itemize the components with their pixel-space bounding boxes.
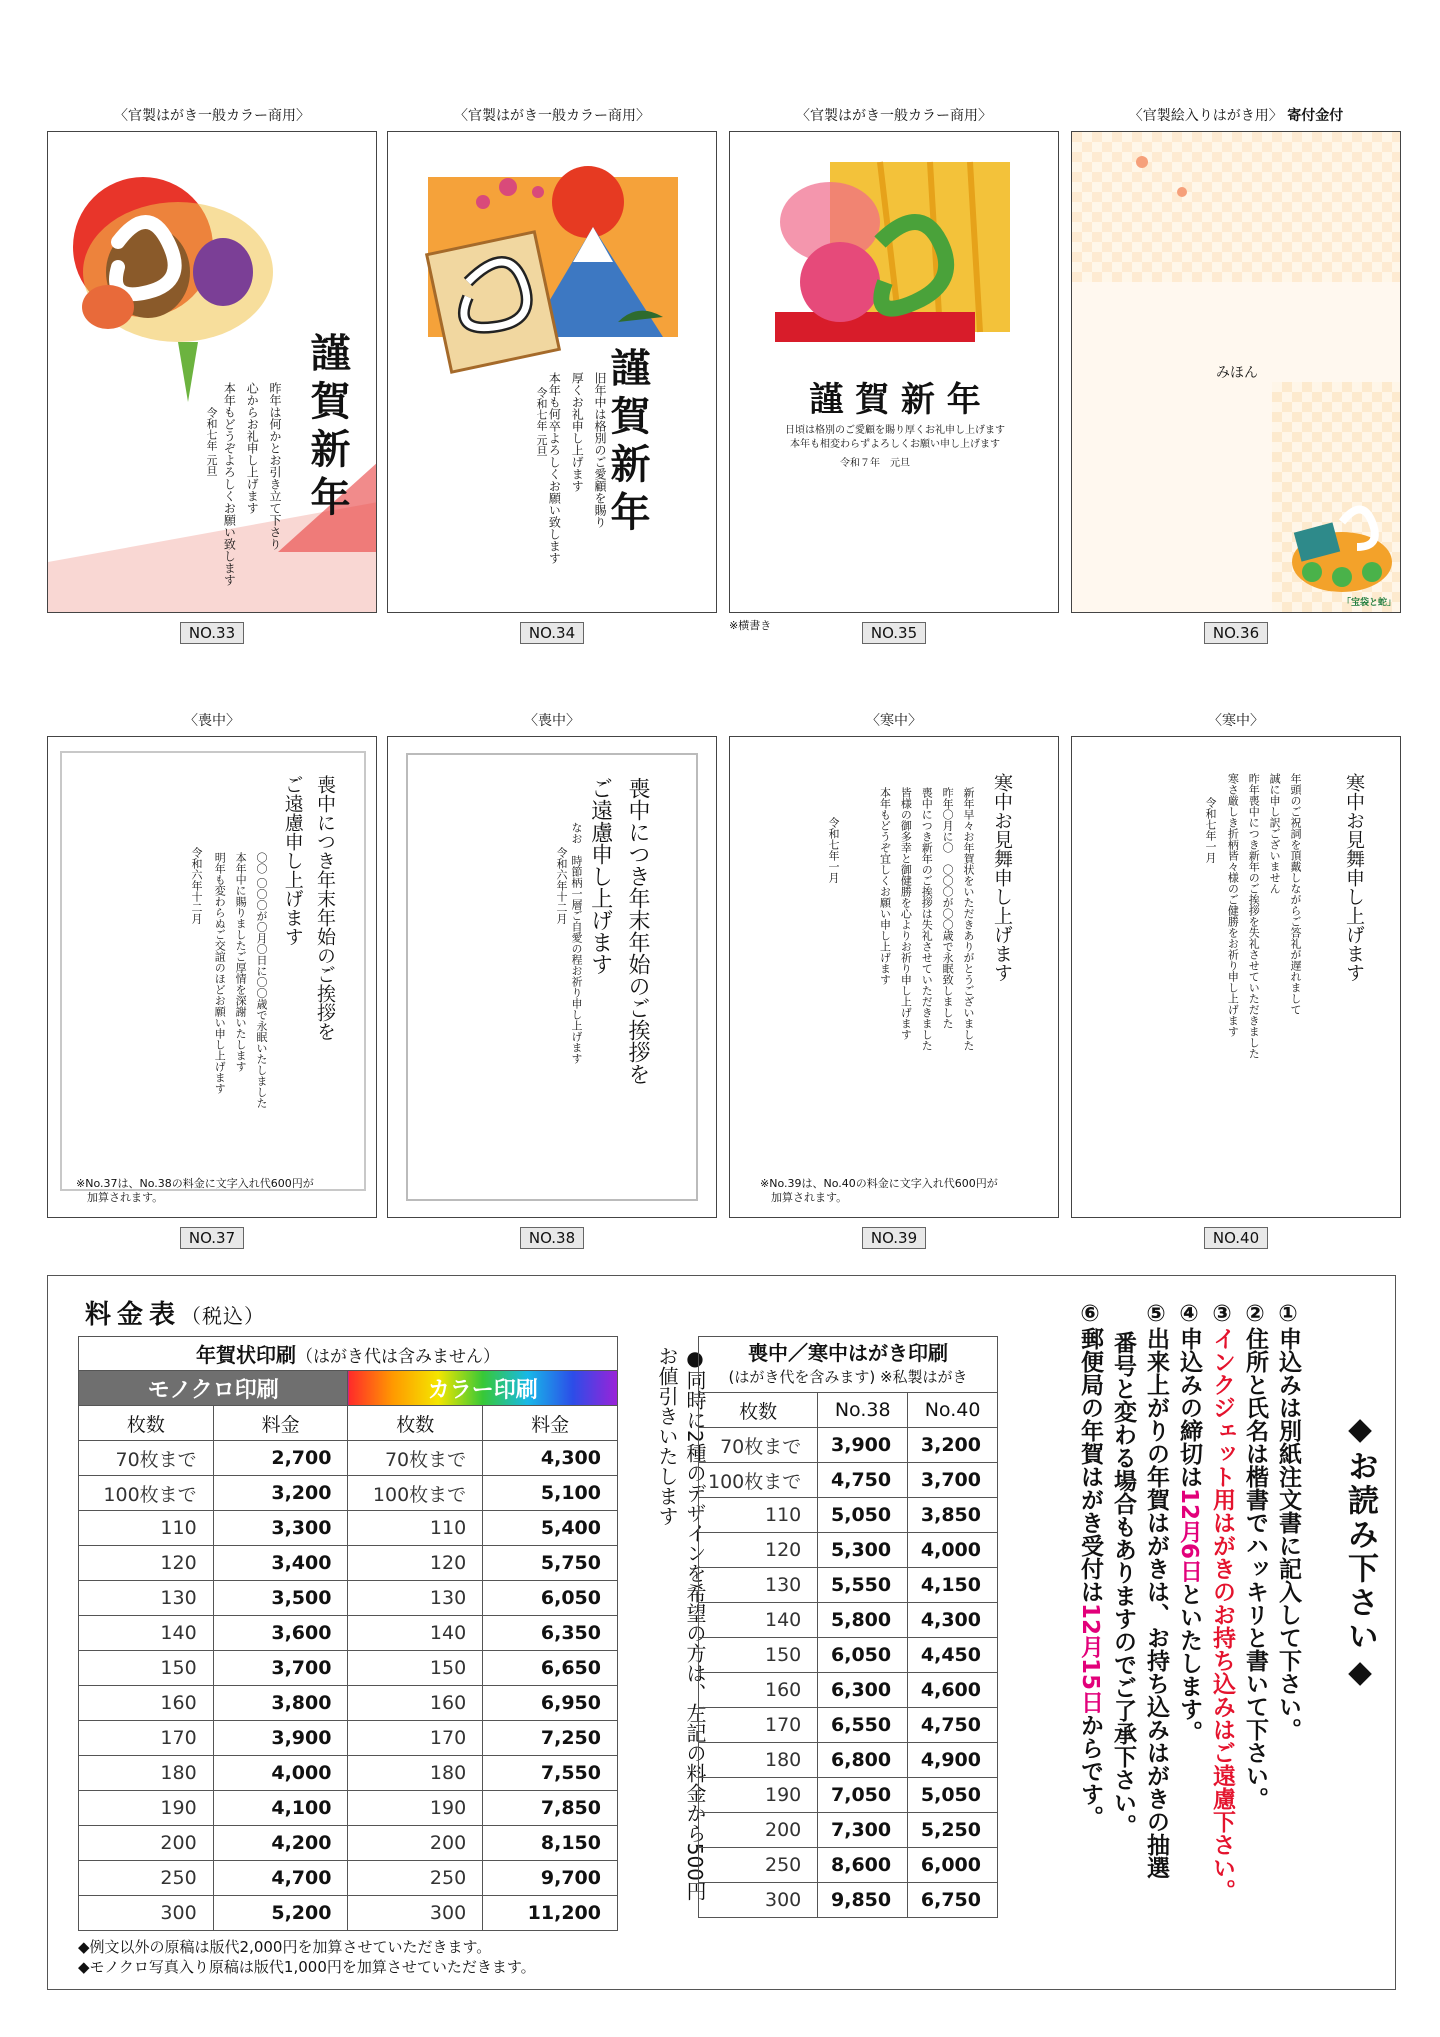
card-date: 令和六年十二月	[555, 847, 568, 924]
price-cell: 5,750	[483, 1546, 618, 1581]
table-row	[699, 1568, 998, 1603]
card-category: 〈官製はがき一般カラー商用〉	[454, 108, 650, 124]
price-cell: 4,600	[908, 1673, 998, 1708]
col-count: 枚数	[348, 1406, 483, 1441]
card-number: NO.40	[1204, 1227, 1268, 1249]
read-item-5-cont: 番号と変わる場合もありますのでご了承下さい。	[1110, 1331, 1136, 1837]
count-cell: 70枚まで	[79, 1441, 214, 1476]
price-cell: 3,800	[213, 1686, 348, 1721]
read-item-2: ②住所と氏名は楷書でハッキリと書いて下さい。	[1242, 1301, 1268, 1810]
count-cell: 150	[348, 1651, 483, 1686]
count-cell: 110	[79, 1511, 214, 1546]
count-cell: 70枚まで	[699, 1428, 818, 1463]
count-cell: 200	[348, 1826, 483, 1861]
price-cell: 9,700	[483, 1861, 618, 1896]
card-badge: 「宝袋と蛇」	[1341, 598, 1396, 608]
mochu-price-table	[698, 1336, 998, 1918]
count-cell: 150	[79, 1651, 214, 1686]
read-item-6: ⑥郵便局の年賀はがき受付は12月15日からです。	[1077, 1301, 1103, 1829]
card-category: 〈喪中〉	[524, 713, 580, 729]
card-number: NO.33	[180, 622, 244, 644]
price-cell: 3,500	[213, 1581, 348, 1616]
price-cell: 7,850	[483, 1791, 618, 1826]
table-row	[699, 1533, 998, 1568]
card-frame	[1071, 131, 1401, 613]
table-row	[699, 1463, 998, 1498]
count-cell: 250	[699, 1848, 818, 1883]
price-cell: 9,850	[818, 1883, 908, 1918]
card-title: 寒中お見舞申し上げます	[991, 773, 1013, 982]
read-item-4: ④申込みの締切は12月6日といたします。	[1176, 1301, 1202, 1744]
card-frame	[729, 131, 1059, 613]
price-cell: 8,600	[818, 1848, 908, 1883]
price-cell: 7,050	[818, 1778, 908, 1813]
card-date: 令和七年 元旦	[535, 387, 548, 457]
count-cell: 200	[79, 1826, 214, 1861]
count-cell: 100枚まで	[79, 1476, 214, 1511]
table-row	[79, 1791, 618, 1826]
card-frame	[47, 131, 377, 613]
card-footnote: ※横書き	[729, 619, 772, 632]
nenga-price-table	[78, 1336, 618, 1931]
card-number: NO.37	[180, 1227, 244, 1249]
card-number: NO.34	[520, 622, 584, 644]
count-cell: 110	[348, 1511, 483, 1546]
price-cell: 5,300	[818, 1533, 908, 1568]
price-cell: 6,950	[483, 1686, 618, 1721]
count-cell: 180	[348, 1756, 483, 1791]
table-row	[699, 1638, 998, 1673]
count-cell: 200	[699, 1813, 818, 1848]
count-cell: 160	[79, 1686, 214, 1721]
card-date: 令和七年 元旦	[205, 407, 218, 477]
price-cell: 4,200	[213, 1826, 348, 1861]
price-cell: 5,100	[483, 1476, 618, 1511]
note-2: ◆モノクロ写真入り原稿は版代1,000円を加算させていただきます。	[78, 1958, 536, 1976]
price-cell: 4,750	[818, 1463, 908, 1498]
read-title: ◆お読み下さい◆	[1342, 1411, 1378, 1693]
count-cell: 100枚まで	[699, 1463, 818, 1498]
price-cell: 6,550	[818, 1708, 908, 1743]
table-row	[79, 1721, 618, 1756]
col-no38: No.38	[818, 1393, 908, 1428]
card-number: NO.35	[862, 622, 926, 644]
price-cell: 3,850	[908, 1498, 998, 1533]
table-row	[699, 1498, 998, 1533]
card-frame	[1071, 736, 1401, 1218]
price-cell: 6,650	[483, 1651, 618, 1686]
card-title: 謹賀新年	[304, 332, 351, 524]
price-cell: 4,700	[213, 1861, 348, 1896]
col-no40: No.40	[908, 1393, 998, 1428]
count-cell: 170	[699, 1708, 818, 1743]
card-body: 昨年は何かとお引き立て下さり 心からお礼申し上げます 本年もどうぞよろしくお願い致します	[222, 382, 282, 586]
card-title: 謹 賀 新 年	[809, 380, 981, 420]
count-cell: 110	[699, 1498, 818, 1533]
table-row	[79, 1686, 618, 1721]
note-1: ◆例文以外の原稿は版代2,000円を加算させていただきます。	[78, 1938, 492, 1956]
price-cell: 4,750	[908, 1708, 998, 1743]
card-number: NO.38	[520, 1227, 584, 1249]
table-row	[699, 1428, 998, 1463]
card-number: NO.39	[862, 1227, 926, 1249]
price-cell: 3,700	[908, 1463, 998, 1498]
read-item-1: ①申込みは別紙注文書に記入して下さい。	[1275, 1301, 1301, 1741]
col-count: 枚数	[79, 1406, 214, 1441]
card-title: 寒中お見舞申し上げます	[1343, 773, 1365, 982]
price-cell: 3,900	[818, 1428, 908, 1463]
card-body: 〇〇 〇〇〇が〇月〇日に〇〇歳で永眠いたしました 本年中に賜りましたご厚情を深謝いたします 明年も変わらぬご交誼のほどお願い申し上げます	[213, 852, 268, 1109]
card-body: 日頃は格別のご愛顧を賜り厚くお礼申し上げます 本年も相変わらずよろしくお願い申し上げます	[785, 425, 1005, 450]
table-row	[699, 1883, 998, 1918]
count-cell: 120	[348, 1546, 483, 1581]
sample-label: みほん	[1216, 365, 1258, 381]
count-cell: 130	[348, 1581, 483, 1616]
count-cell: 150	[699, 1638, 818, 1673]
price-cell: 5,250	[908, 1813, 998, 1848]
count-cell: 180	[699, 1743, 818, 1778]
table-row	[79, 1546, 618, 1581]
count-cell: 250	[79, 1861, 214, 1896]
count-cell: 100枚まで	[348, 1476, 483, 1511]
price-cell: 3,300	[213, 1511, 348, 1546]
card-date: 令和七年一月	[1204, 797, 1217, 863]
price-cell: 4,300	[483, 1441, 618, 1476]
price-cell: 5,050	[818, 1498, 908, 1533]
card-body: 年頭のご祝詞を頂戴しながらご答礼が遅れまして 誠に申し訳ございません 昨年喪中につき新年のご挨拶を失礼させていただきました 寒さ厳しき折柄皆々様のご健勝をお祈り申し上げます	[1226, 773, 1302, 1059]
table-row	[699, 1603, 998, 1638]
card-note: ※No.37は、No.38の料金に文字入れ代600円が 加算されます。	[76, 1177, 314, 1204]
nenga-table-title: 年賀状印刷（はがき代は含みません）	[79, 1337, 618, 1371]
count-cell: 160	[699, 1673, 818, 1708]
price-cell: 5,200	[213, 1896, 348, 1931]
price-cell: 4,900	[908, 1743, 998, 1778]
card-body: 旧年中は格別のご愛顧を賜り 厚くお礼申し上げます 本年も何卒よろしくお願い致します	[547, 372, 607, 564]
table-row	[79, 1616, 618, 1651]
card-title: 喪中につき年末年始のご挨拶を ご遠慮申し上げます	[587, 777, 650, 1085]
color-header: カラー印刷	[348, 1371, 618, 1406]
count-cell: 190	[699, 1778, 818, 1813]
table-row	[79, 1441, 618, 1476]
table-row	[79, 1756, 618, 1791]
table-row	[79, 1581, 618, 1616]
count-cell: 140	[348, 1616, 483, 1651]
price-cell: 7,300	[818, 1813, 908, 1848]
card-date: 令和七年一月	[827, 817, 840, 883]
price-title: 料金表（税込）	[85, 1300, 266, 1330]
price-cell: 3,600	[213, 1616, 348, 1651]
col-price: 料金	[213, 1406, 348, 1441]
count-cell: 190	[348, 1791, 483, 1826]
price-cell: 6,750	[908, 1883, 998, 1918]
table-row	[79, 1826, 618, 1861]
count-cell: 120	[699, 1533, 818, 1568]
card-category: 〈寒中〉	[866, 713, 922, 729]
col-count: 枚数	[699, 1393, 818, 1428]
price-cell: 4,150	[908, 1568, 998, 1603]
price-cell: 6,000	[908, 1848, 998, 1883]
count-cell: 190	[79, 1791, 214, 1826]
table-row	[79, 1511, 618, 1546]
price-cell: 4,450	[908, 1638, 998, 1673]
count-cell: 170	[79, 1721, 214, 1756]
card-title: 喪中につき年末年始のご挨拶を ご遠慮申し上げます	[281, 775, 336, 1041]
count-cell: 120	[79, 1546, 214, 1581]
price-cell: 5,800	[818, 1603, 908, 1638]
price-cell: 5,050	[908, 1778, 998, 1813]
table-row	[699, 1743, 998, 1778]
count-cell: 70枚まで	[348, 1441, 483, 1476]
count-cell: 180	[79, 1756, 214, 1791]
mono-header: モノクロ印刷	[79, 1371, 348, 1406]
price-cell: 3,400	[213, 1546, 348, 1581]
table-row	[79, 1651, 618, 1686]
price-cell: 2,700	[213, 1441, 348, 1476]
price-cell: 3,700	[213, 1651, 348, 1686]
card-category: 〈喪中〉	[184, 713, 240, 729]
price-cell: 7,250	[483, 1721, 618, 1756]
card-body: なお 時節柄一層ご自愛の程お祈り申し上げます	[570, 822, 583, 1064]
count-cell: 300	[699, 1883, 818, 1918]
table-row	[699, 1673, 998, 1708]
price-cell: 6,050	[818, 1638, 908, 1673]
table-row	[699, 1708, 998, 1743]
card-date: 令和７年 元旦	[840, 458, 910, 469]
card-category: 〈寒中〉	[1208, 713, 1264, 729]
count-cell: 300	[79, 1896, 214, 1931]
price-cell: 3,200	[908, 1428, 998, 1463]
table-row	[699, 1778, 998, 1813]
count-cell: 130	[699, 1568, 818, 1603]
price-cell: 6,300	[818, 1673, 908, 1708]
table-row	[79, 1861, 618, 1896]
price-cell: 6,050	[483, 1581, 618, 1616]
price-cell: 6,350	[483, 1616, 618, 1651]
price-cell: 5,400	[483, 1511, 618, 1546]
count-cell: 140	[699, 1603, 818, 1638]
count-cell: 170	[348, 1721, 483, 1756]
mochu-table-title: 喪中／寒中はがき印刷 (はがき代を含みます) ※私製はがき	[699, 1337, 998, 1393]
table-row	[79, 1896, 618, 1931]
read-section	[1038, 1301, 1398, 1971]
price-cell: 11,200	[483, 1896, 618, 1931]
count-cell: 250	[348, 1861, 483, 1896]
card-title: 謹賀新年	[604, 347, 651, 539]
count-cell: 300	[348, 1896, 483, 1931]
count-cell: 130	[79, 1581, 214, 1616]
card-date: 令和六年十二月	[190, 847, 203, 924]
price-cell: 4,000	[908, 1533, 998, 1568]
price-cell: 5,550	[818, 1568, 908, 1603]
card-frame	[387, 131, 717, 613]
price-cell: 6,800	[818, 1743, 908, 1778]
table-row	[699, 1813, 998, 1848]
card-frame	[387, 736, 717, 1218]
card-category: 〈官製はがき一般カラー商用〉	[114, 108, 310, 124]
card-category: 〈官製絵入りはがき用〉 寄付金付	[1128, 108, 1344, 124]
card-note: ※No.39は、No.40の料金に文字入れ代600円が 加算されます。	[760, 1177, 998, 1204]
price-cell: 7,550	[483, 1756, 618, 1791]
card-number: NO.36	[1204, 622, 1268, 644]
table-row	[79, 1476, 618, 1511]
count-cell: 160	[348, 1686, 483, 1721]
table-row	[699, 1848, 998, 1883]
read-item-5: ⑤出来上がりの年賀はがきは、お持ち込みはがきの抽選	[1143, 1301, 1169, 1879]
price-cell: 3,900	[213, 1721, 348, 1756]
count-cell: 140	[79, 1616, 214, 1651]
price-cell: 4,100	[213, 1791, 348, 1826]
price-cell: 4,300	[908, 1603, 998, 1638]
price-cell: 3,200	[213, 1476, 348, 1511]
col-price: 料金	[483, 1406, 618, 1441]
card-category: 〈官製はがき一般カラー商用〉	[796, 108, 992, 124]
card-frame	[47, 736, 377, 1218]
card-body: 新年早々お年賀状をいただきありがとうございました 昨年〇月に〇 〇〇〇が〇〇歳で永眠致しました 喪中につき新年のご挨拶は失礼させていただきました 皆様の御多幸と御健勝を心よりお祈り申し上げます 本年もどうぞ宜しくお願い申し上げます	[878, 787, 975, 1051]
discount-note: ●同時に2種のデザインを希望の方は、左記の料金から500円 お値引きいたします	[655, 1346, 707, 1901]
card-frame	[729, 736, 1059, 1218]
price-panel	[47, 1275, 1396, 1990]
read-item-3: ③インクジェット用はがきのお持ち込みはご遠慮下さい。	[1209, 1301, 1235, 1902]
price-cell: 8,150	[483, 1826, 618, 1861]
price-cell: 4,000	[213, 1756, 348, 1791]
